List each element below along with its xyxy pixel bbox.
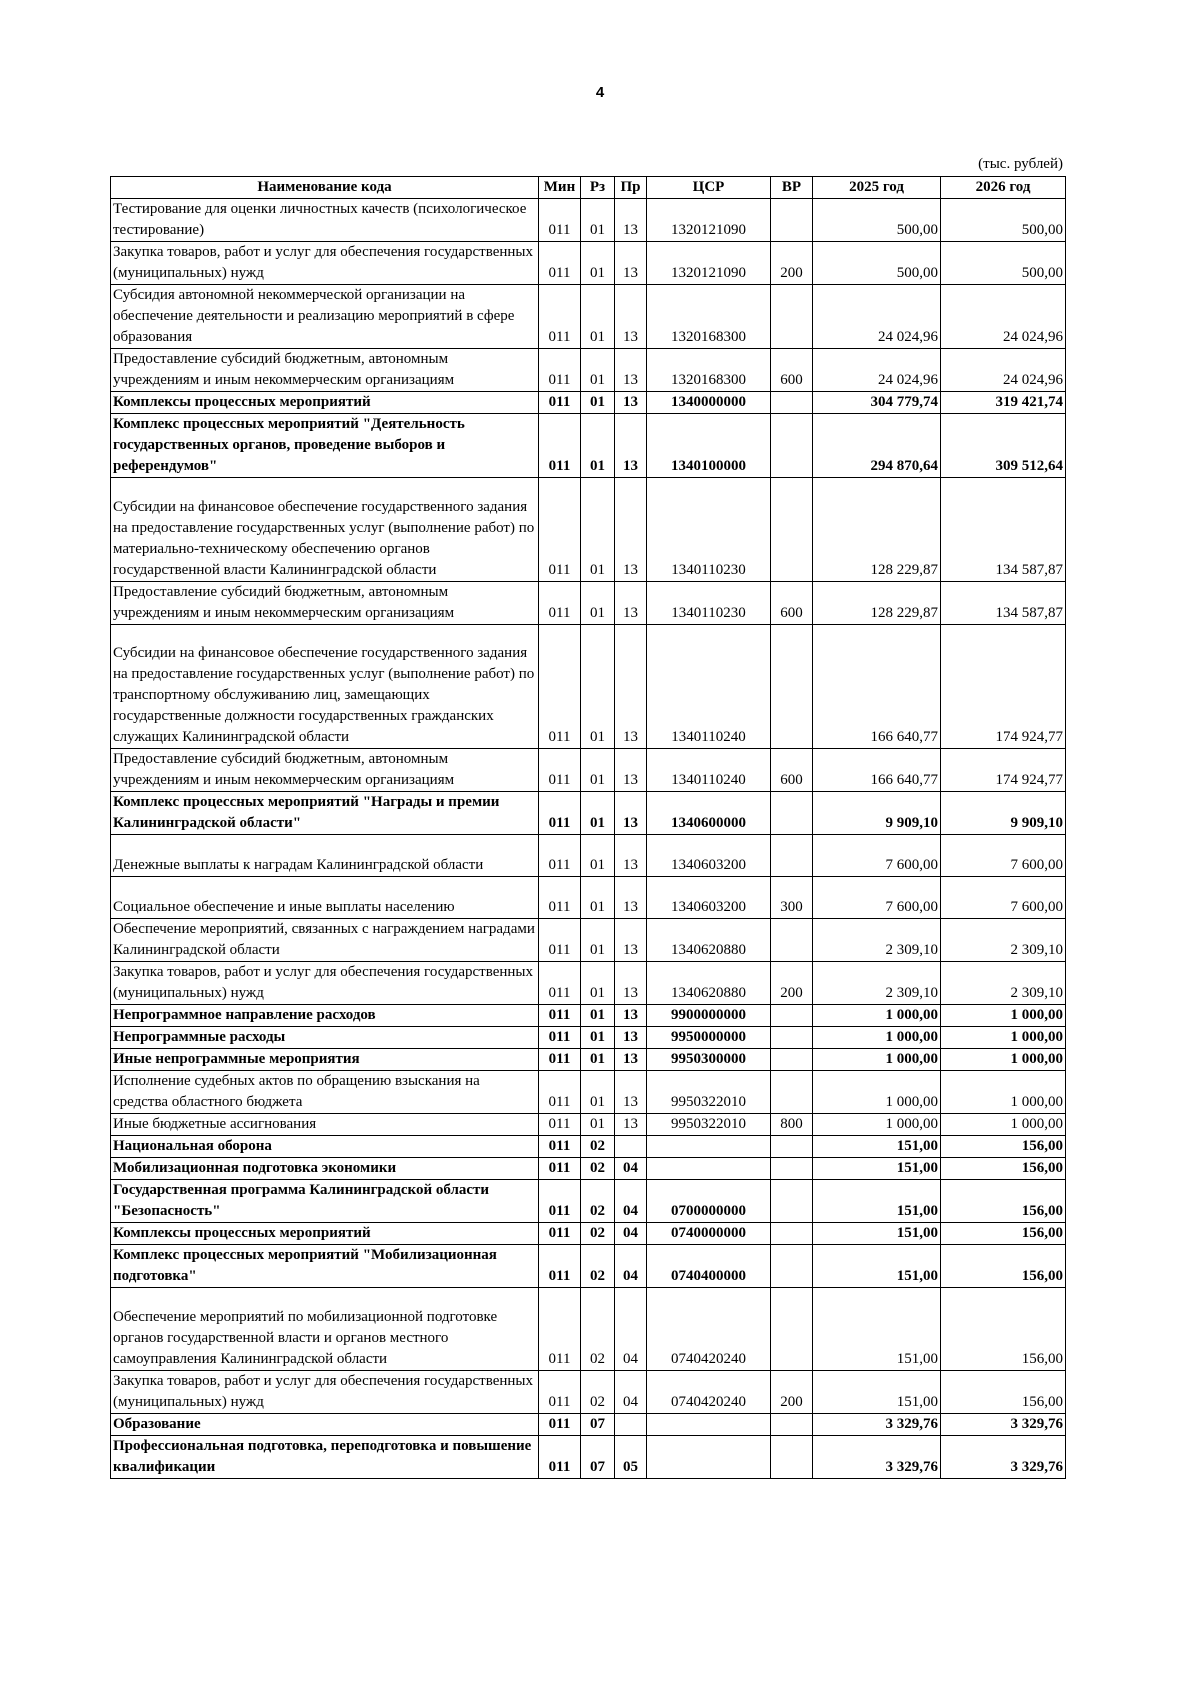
cell-name: Обеспечение мероприятий по мобилизационной подготовке органов государственной власти и органов местного самоуправления Калининградской области (111, 1287, 539, 1370)
cell-pr: 13 (615, 791, 647, 834)
header-2025: 2025 год (813, 177, 941, 199)
table-row (111, 1222, 1066, 1244)
table-row (111, 392, 1066, 414)
cell-name: Непрограммное направление расходов (111, 1004, 539, 1026)
cell-vr: 200 (771, 1370, 813, 1413)
cell-pr: 05 (615, 1435, 647, 1478)
cell-name: Закупка товаров, работ и услуг для обеспечения государственных (муниципальных) нужд (111, 242, 539, 285)
table-row (111, 748, 1066, 791)
cell-pr: 04 (615, 1287, 647, 1370)
cell-y2025: 1 000,00 (813, 1048, 941, 1070)
cell-min: 011 (539, 414, 581, 478)
cell-y2026: 156,00 (941, 1135, 1066, 1157)
cell-rz: 02 (581, 1179, 615, 1222)
cell-csr: 0740400000 (647, 1244, 771, 1287)
cell-rz: 01 (581, 349, 615, 392)
cell-y2025: 1 000,00 (813, 1070, 941, 1113)
table-row (111, 199, 1066, 242)
cell-y2025: 1 000,00 (813, 1004, 941, 1026)
cell-min: 011 (539, 1179, 581, 1222)
cell-name: Исполнение судебных актов по обращению взыскания на средства областного бюджета (111, 1070, 539, 1113)
cell-name: Предоставление субсидий бюджетным, автономным учреждениям и иным некоммерческим организациям (111, 581, 539, 624)
cell-y2026: 319 421,74 (941, 392, 1066, 414)
cell-vr: 300 (771, 876, 813, 918)
cell-rz: 02 (581, 1157, 615, 1179)
cell-csr: 1340110230 (647, 478, 771, 582)
cell-vr (771, 918, 813, 961)
cell-pr: 13 (615, 242, 647, 285)
cell-name: Национальная оборона (111, 1135, 539, 1157)
cell-pr: 04 (615, 1370, 647, 1413)
table-row (111, 414, 1066, 478)
cell-min: 011 (539, 1222, 581, 1244)
cell-name: Комплекс процессных мероприятий "Мобилизационная подготовка" (111, 1244, 539, 1287)
table-row (111, 1048, 1066, 1070)
cell-rz: 07 (581, 1435, 615, 1478)
table-row (111, 876, 1066, 918)
cell-name: Комплекс процессных мероприятий "Деятельность государственных органов, проведение выборов и референдумов" (111, 414, 539, 478)
cell-min: 011 (539, 581, 581, 624)
cell-y2026: 2 309,10 (941, 961, 1066, 1004)
cell-vr (771, 1157, 813, 1179)
cell-rz: 01 (581, 1004, 615, 1026)
cell-name: Комплекс процессных мероприятий "Награды и премии Калининградской области" (111, 791, 539, 834)
cell-name: Предоставление субсидий бюджетным, автономным учреждениям и иным некоммерческим организациям (111, 748, 539, 791)
cell-y2026: 24 024,96 (941, 349, 1066, 392)
cell-vr (771, 1435, 813, 1478)
cell-rz: 02 (581, 1287, 615, 1370)
cell-y2025: 294 870,64 (813, 414, 941, 478)
cell-min: 011 (539, 748, 581, 791)
cell-rz: 01 (581, 624, 615, 748)
page-number: 4 (595, 84, 605, 101)
cell-csr: 1320168300 (647, 285, 771, 349)
cell-vr (771, 1413, 813, 1435)
cell-min: 011 (539, 1070, 581, 1113)
cell-vr (771, 285, 813, 349)
cell-rz: 01 (581, 392, 615, 414)
cell-y2026: 1 000,00 (941, 1070, 1066, 1113)
cell-y2026: 3 329,76 (941, 1413, 1066, 1435)
cell-rz: 01 (581, 581, 615, 624)
cell-pr: 13 (615, 581, 647, 624)
cell-csr: 1340620880 (647, 961, 771, 1004)
cell-rz: 01 (581, 242, 615, 285)
cell-vr: 800 (771, 1113, 813, 1135)
cell-min: 011 (539, 1435, 581, 1478)
cell-min: 011 (539, 624, 581, 748)
cell-name: Мобилизационная подготовка экономики (111, 1157, 539, 1179)
cell-y2025: 3 329,76 (813, 1413, 941, 1435)
table-row (111, 918, 1066, 961)
cell-csr (647, 1157, 771, 1179)
table-row (111, 961, 1066, 1004)
header-csr: ЦСР (647, 177, 771, 199)
cell-rz: 01 (581, 876, 615, 918)
header-pr: Пр (615, 177, 647, 199)
table-row (111, 242, 1066, 285)
cell-pr (615, 1135, 647, 1157)
cell-csr: 0740420240 (647, 1370, 771, 1413)
cell-name: Предоставление субсидий бюджетным, автономным учреждениям и иным некоммерческим организациям (111, 349, 539, 392)
cell-y2025: 1 000,00 (813, 1026, 941, 1048)
cell-name: Закупка товаров, работ и услуг для обеспечения государственных (муниципальных) нужд (111, 1370, 539, 1413)
cell-y2025: 151,00 (813, 1370, 941, 1413)
cell-name: Профессиональная подготовка, переподготовка и повышение квалификации (111, 1435, 539, 1478)
header-2026: 2026 год (941, 177, 1066, 199)
cell-min: 011 (539, 1026, 581, 1048)
cell-vr (771, 199, 813, 242)
cell-y2025: 151,00 (813, 1135, 941, 1157)
cell-csr: 1340603200 (647, 876, 771, 918)
cell-rz: 02 (581, 1244, 615, 1287)
cell-rz: 01 (581, 748, 615, 791)
cell-rz: 01 (581, 918, 615, 961)
cell-y2025: 500,00 (813, 199, 941, 242)
cell-vr (771, 1004, 813, 1026)
cell-y2026: 134 587,87 (941, 478, 1066, 582)
cell-vr (771, 834, 813, 876)
table-row (111, 1157, 1066, 1179)
cell-y2026: 156,00 (941, 1244, 1066, 1287)
cell-min: 011 (539, 1287, 581, 1370)
cell-pr: 13 (615, 834, 647, 876)
cell-pr: 13 (615, 414, 647, 478)
cell-min: 011 (539, 834, 581, 876)
cell-vr (771, 1026, 813, 1048)
cell-rz: 01 (581, 1026, 615, 1048)
cell-csr: 9950322010 (647, 1113, 771, 1135)
cell-y2025: 9 909,10 (813, 791, 941, 834)
cell-min: 011 (539, 1113, 581, 1135)
cell-min: 011 (539, 199, 581, 242)
table-header-row (111, 177, 1066, 199)
cell-y2026: 500,00 (941, 199, 1066, 242)
table-row (111, 1179, 1066, 1222)
cell-min: 011 (539, 392, 581, 414)
cell-min: 011 (539, 1413, 581, 1435)
header-name: Наименование кода (111, 177, 539, 199)
cell-csr (647, 1135, 771, 1157)
cell-y2026: 9 909,10 (941, 791, 1066, 834)
cell-pr: 13 (615, 624, 647, 748)
cell-y2026: 156,00 (941, 1157, 1066, 1179)
cell-csr (647, 1413, 771, 1435)
cell-csr: 9950300000 (647, 1048, 771, 1070)
cell-rz: 02 (581, 1370, 615, 1413)
table-row (111, 1244, 1066, 1287)
cell-vr: 200 (771, 961, 813, 1004)
cell-y2025: 2 309,10 (813, 918, 941, 961)
cell-rz: 01 (581, 478, 615, 582)
cell-min: 011 (539, 1370, 581, 1413)
cell-pr: 13 (615, 1048, 647, 1070)
table-row (111, 624, 1066, 748)
cell-vr (771, 392, 813, 414)
cell-vr: 200 (771, 242, 813, 285)
cell-min: 011 (539, 478, 581, 582)
cell-pr: 13 (615, 478, 647, 582)
cell-pr: 13 (615, 918, 647, 961)
cell-pr: 13 (615, 349, 647, 392)
cell-y2025: 7 600,00 (813, 834, 941, 876)
table-row (111, 1113, 1066, 1135)
cell-min: 011 (539, 1048, 581, 1070)
cell-y2026: 7 600,00 (941, 876, 1066, 918)
cell-pr: 13 (615, 1070, 647, 1113)
cell-min: 011 (539, 285, 581, 349)
cell-y2026: 156,00 (941, 1370, 1066, 1413)
cell-y2026: 174 924,77 (941, 748, 1066, 791)
cell-pr: 04 (615, 1222, 647, 1244)
cell-pr: 13 (615, 748, 647, 791)
cell-name: Образование (111, 1413, 539, 1435)
cell-csr: 1340620880 (647, 918, 771, 961)
cell-name: Закупка товаров, работ и услуг для обеспечения государственных (муниципальных) нужд (111, 961, 539, 1004)
cell-csr: 1320121090 (647, 199, 771, 242)
table-row (111, 1370, 1066, 1413)
header-min: Мин (539, 177, 581, 199)
cell-rz: 01 (581, 199, 615, 242)
cell-rz: 07 (581, 1413, 615, 1435)
cell-y2025: 24 024,96 (813, 349, 941, 392)
cell-y2026: 156,00 (941, 1222, 1066, 1244)
cell-pr: 13 (615, 961, 647, 1004)
cell-rz: 02 (581, 1222, 615, 1244)
table-row (111, 478, 1066, 582)
table-row (111, 1026, 1066, 1048)
cell-vr (771, 1287, 813, 1370)
header-rz: Рз (581, 177, 615, 199)
table-row (111, 1413, 1066, 1435)
cell-vr (771, 1222, 813, 1244)
cell-min: 011 (539, 1244, 581, 1287)
table-row (111, 834, 1066, 876)
cell-y2026: 156,00 (941, 1287, 1066, 1370)
units-label: (тыс. рублей) (978, 156, 1063, 172)
cell-name: Субсидии на финансовое обеспечение государственного задания на предоставление государственных услуг (выполнение работ) по материально-техническому обеспечению органов государственной власти Калининградской области (111, 478, 539, 582)
cell-pr: 04 (615, 1244, 647, 1287)
cell-vr (771, 1048, 813, 1070)
cell-y2026: 174 924,77 (941, 624, 1066, 748)
cell-name: Государственная программа Калининградской области "Безопасность" (111, 1179, 539, 1222)
cell-y2026: 3 329,76 (941, 1435, 1066, 1478)
table-row (111, 791, 1066, 834)
cell-y2026: 2 309,10 (941, 918, 1066, 961)
cell-y2025: 1 000,00 (813, 1113, 941, 1135)
cell-vr (771, 414, 813, 478)
cell-y2025: 24 024,96 (813, 285, 941, 349)
cell-csr: 1340000000 (647, 392, 771, 414)
table-row (111, 349, 1066, 392)
cell-pr (615, 1413, 647, 1435)
table-row (111, 581, 1066, 624)
cell-csr: 1340603200 (647, 834, 771, 876)
cell-pr: 04 (615, 1179, 647, 1222)
cell-y2025: 166 640,77 (813, 748, 941, 791)
cell-min: 011 (539, 349, 581, 392)
cell-csr: 9950322010 (647, 1070, 771, 1113)
cell-name: Иные непрограммные мероприятия (111, 1048, 539, 1070)
cell-rz: 01 (581, 834, 615, 876)
cell-csr: 0740000000 (647, 1222, 771, 1244)
table-row (111, 285, 1066, 349)
cell-y2026: 134 587,87 (941, 581, 1066, 624)
cell-y2025: 166 640,77 (813, 624, 941, 748)
cell-rz: 02 (581, 1135, 615, 1157)
cell-min: 011 (539, 791, 581, 834)
cell-rz: 01 (581, 961, 615, 1004)
cell-vr (771, 1179, 813, 1222)
cell-name: Тестирование для оценки личностных качеств (психологическое тестирование) (111, 199, 539, 242)
cell-y2025: 151,00 (813, 1179, 941, 1222)
cell-y2025: 151,00 (813, 1222, 941, 1244)
cell-vr (771, 1135, 813, 1157)
cell-y2025: 151,00 (813, 1287, 941, 1370)
cell-pr: 04 (615, 1157, 647, 1179)
cell-name: Непрограммные расходы (111, 1026, 539, 1048)
cell-y2026: 156,00 (941, 1179, 1066, 1222)
cell-rz: 01 (581, 414, 615, 478)
cell-csr: 1340110230 (647, 581, 771, 624)
cell-y2025: 7 600,00 (813, 876, 941, 918)
table-row (111, 1287, 1066, 1370)
cell-csr: 1340100000 (647, 414, 771, 478)
cell-y2026: 1 000,00 (941, 1113, 1066, 1135)
cell-rz: 01 (581, 285, 615, 349)
cell-y2025: 128 229,87 (813, 478, 941, 582)
cell-vr: 600 (771, 581, 813, 624)
cell-y2026: 1 000,00 (941, 1048, 1066, 1070)
cell-name: Социальное обеспечение и иные выплаты населению (111, 876, 539, 918)
table-row (111, 1070, 1066, 1113)
cell-min: 011 (539, 1004, 581, 1026)
cell-vr (771, 1070, 813, 1113)
cell-y2026: 24 024,96 (941, 285, 1066, 349)
cell-min: 011 (539, 1135, 581, 1157)
cell-y2025: 151,00 (813, 1157, 941, 1179)
cell-vr (771, 478, 813, 582)
cell-y2026: 7 600,00 (941, 834, 1066, 876)
cell-y2025: 3 329,76 (813, 1435, 941, 1478)
cell-pr: 13 (615, 199, 647, 242)
cell-name: Комплексы процессных мероприятий (111, 392, 539, 414)
table-row (111, 1135, 1066, 1157)
cell-csr: 0700000000 (647, 1179, 771, 1222)
cell-name: Обеспечение мероприятий, связанных с награждением наградами Калининградской области (111, 918, 539, 961)
header-vr: ВР (771, 177, 813, 199)
cell-y2025: 304 779,74 (813, 392, 941, 414)
cell-y2026: 309 512,64 (941, 414, 1066, 478)
cell-rz: 01 (581, 1070, 615, 1113)
budget-table (110, 176, 1066, 1479)
cell-min: 011 (539, 242, 581, 285)
cell-pr: 13 (615, 876, 647, 918)
cell-min: 011 (539, 876, 581, 918)
cell-vr: 600 (771, 349, 813, 392)
cell-name: Субсидии на финансовое обеспечение государственного задания на предоставление государственных услуг (выполнение работ) по транспортному обслуживанию лиц, замещающих государственные должности государственных гражданских служащих Калининградской области (111, 624, 539, 748)
cell-min: 011 (539, 961, 581, 1004)
cell-vr (771, 791, 813, 834)
cell-y2025: 2 309,10 (813, 961, 941, 1004)
cell-csr: 1340110240 (647, 624, 771, 748)
cell-pr: 13 (615, 392, 647, 414)
cell-y2026: 500,00 (941, 242, 1066, 285)
cell-y2025: 128 229,87 (813, 581, 941, 624)
cell-name: Денежные выплаты к наградам Калининградской области (111, 834, 539, 876)
cell-min: 011 (539, 918, 581, 961)
cell-vr (771, 1244, 813, 1287)
cell-rz: 01 (581, 1113, 615, 1135)
cell-vr (771, 624, 813, 748)
cell-min: 011 (539, 1157, 581, 1179)
cell-name: Комплексы процессных мероприятий (111, 1222, 539, 1244)
cell-csr: 9900000000 (647, 1004, 771, 1026)
cell-pr: 13 (615, 1004, 647, 1026)
cell-csr: 9950000000 (647, 1026, 771, 1048)
cell-pr: 13 (615, 1113, 647, 1135)
cell-y2026: 1 000,00 (941, 1026, 1066, 1048)
table-row (111, 1004, 1066, 1026)
cell-y2025: 500,00 (813, 242, 941, 285)
cell-name: Субсидия автономной некоммерческой организации на обеспечение деятельности и реализацию мероприятий в сфере образования (111, 285, 539, 349)
cell-csr: 1340600000 (647, 791, 771, 834)
cell-rz: 01 (581, 791, 615, 834)
cell-rz: 01 (581, 1048, 615, 1070)
cell-csr: 0740420240 (647, 1287, 771, 1370)
cell-vr: 600 (771, 748, 813, 791)
cell-y2026: 1 000,00 (941, 1004, 1066, 1026)
cell-pr: 13 (615, 1026, 647, 1048)
cell-csr: 1320168300 (647, 349, 771, 392)
cell-name: Иные бюджетные ассигнования (111, 1113, 539, 1135)
cell-csr (647, 1435, 771, 1478)
table-row (111, 1435, 1066, 1478)
cell-csr: 1320121090 (647, 242, 771, 285)
cell-csr: 1340110240 (647, 748, 771, 791)
cell-y2025: 151,00 (813, 1244, 941, 1287)
cell-pr: 13 (615, 285, 647, 349)
